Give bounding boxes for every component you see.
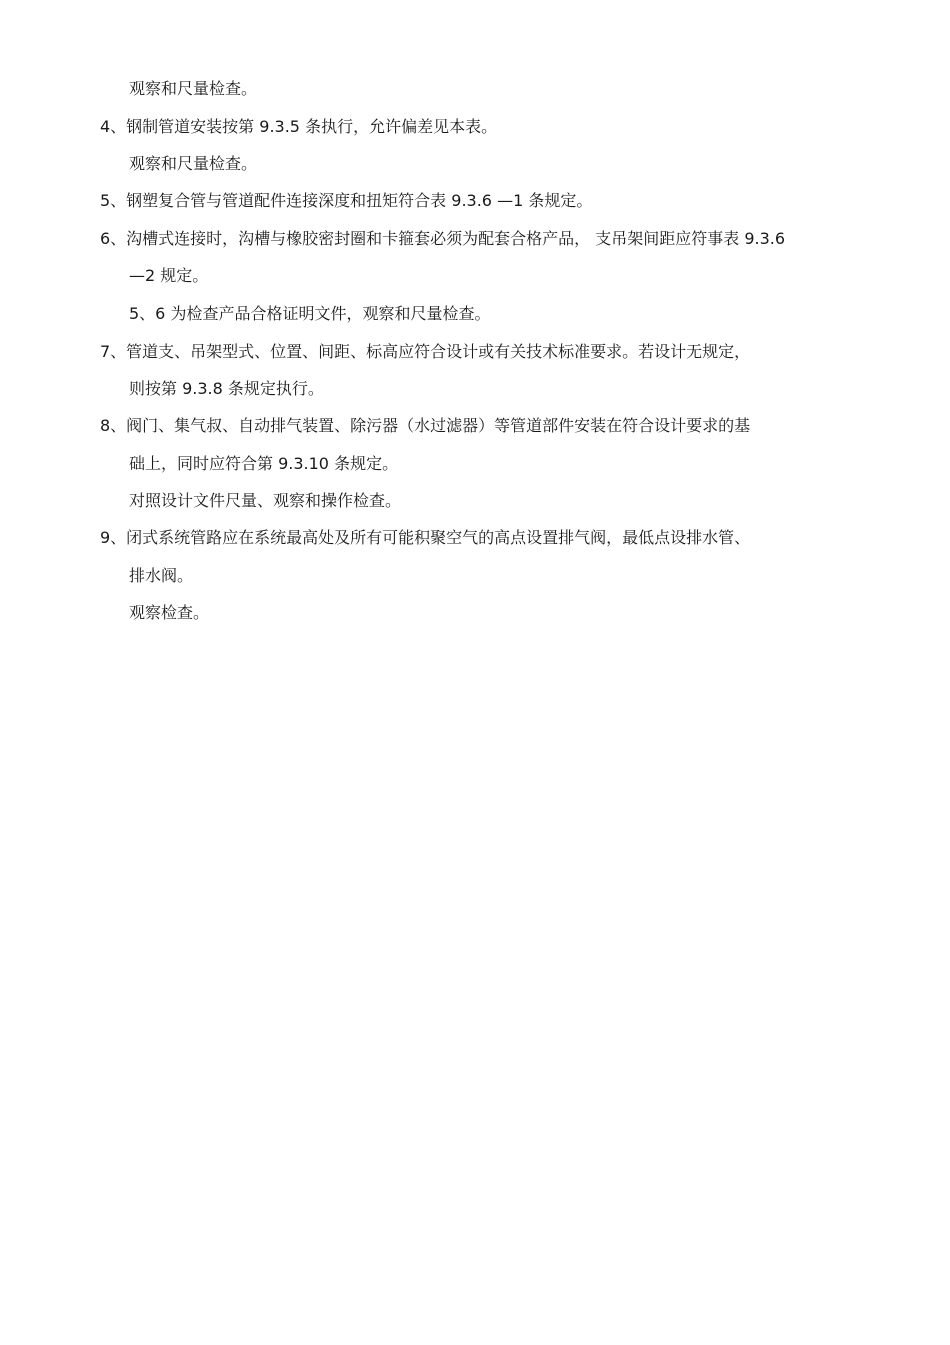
text-line: 5、钢塑复合管与管道配件连接深度和扭矩符合表 9.3.6 —1 条规定。 xyxy=(100,191,593,210)
text-line: 则按第 9.3.8 条规定执行。 xyxy=(129,379,324,398)
text-line: 4、钢制管道安装按第 9.3.5 条执行，允许偏差见本表。 xyxy=(100,117,498,136)
text-line: 排水阀。 xyxy=(129,566,194,585)
text-line: 5、6 为检查产品合格证明文件，观察和尺量检查。 xyxy=(129,304,491,323)
text-line: 础上，同时应符合第 9.3.10 条规定。 xyxy=(129,454,399,473)
text-line: 9、闭式系统管路应在系统最高处及所有可能积聚空气的高点设置排气阀，最低点设排水管、 xyxy=(100,528,751,547)
text-line: 观察和尺量检查。 xyxy=(129,79,258,98)
text-line: 对照设计文件尺量、观察和操作检查。 xyxy=(129,491,402,510)
text-line: 7、管道支、吊架型式、位置、间距、标高应符合设计或有关技术标准要求。若设计无规定， xyxy=(100,342,751,361)
text-line: 观察和尺量检查。 xyxy=(129,154,258,173)
text-line: 观察检查。 xyxy=(129,603,210,622)
text-line: 6、沟槽式连接时，沟槽与橡胶密封圈和卡箍套必须为配套合格产品， 支吊架间距应符事表 9.3.6 xyxy=(100,229,786,248)
text-line: 8、阀门、集气叔、自动排气装置、除污器（水过滤器）等管道部件安装在符合设计要求的基 xyxy=(100,416,751,435)
text-line: —2 规定。 xyxy=(129,266,209,285)
